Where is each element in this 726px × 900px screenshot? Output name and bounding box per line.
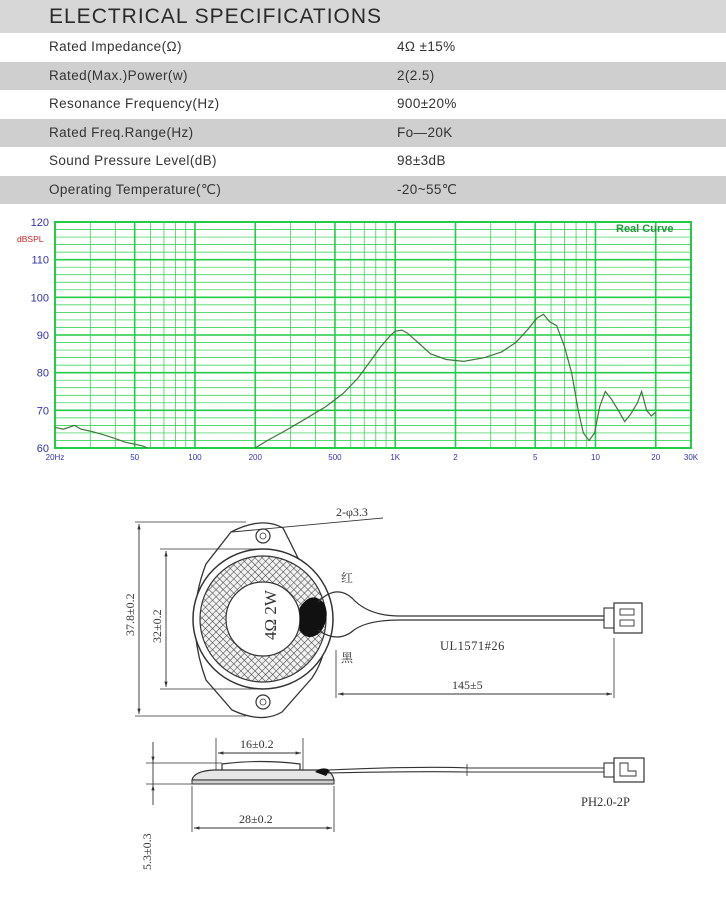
red-wire-label: 红 bbox=[341, 571, 354, 585]
x-tick-label: 50 bbox=[130, 453, 140, 462]
inner-height-label: 32±0.2 bbox=[150, 609, 164, 643]
x-tick-label: 200 bbox=[248, 453, 262, 462]
spec-value: 2(2.5) bbox=[397, 67, 435, 83]
x-tick-label: 5 bbox=[532, 453, 538, 462]
y-tick-label: 100 bbox=[30, 292, 49, 305]
spec-row bbox=[0, 176, 726, 205]
spec-row bbox=[0, 90, 726, 119]
mount-hole-bottom bbox=[256, 695, 270, 709]
y-unit-label: dBSPL bbox=[17, 234, 44, 244]
x-tick-label: 20 bbox=[651, 453, 661, 462]
connector-body bbox=[614, 603, 642, 633]
basket-rim bbox=[192, 780, 334, 784]
x-tick-label: 100 bbox=[188, 453, 202, 462]
mount-hole-top bbox=[256, 529, 270, 543]
cable-length-label: 145±5 bbox=[452, 678, 483, 692]
top-view bbox=[123, 505, 642, 718]
body-profile bbox=[192, 770, 334, 780]
cable-label: UL1571#26 bbox=[440, 639, 505, 653]
side-wire-1 bbox=[328, 767, 604, 770]
connector-label: PH2.0-2P bbox=[581, 795, 630, 809]
magnet-profile bbox=[222, 762, 300, 771]
y-tick-label: 120 bbox=[30, 217, 49, 229]
y-tick-label: 110 bbox=[31, 254, 49, 267]
outer-height-label: 37.8±0.2 bbox=[123, 593, 137, 636]
side-connector-body bbox=[614, 758, 644, 782]
body-width-label: 28±0.2 bbox=[239, 812, 273, 826]
black-wire-label: 黑 bbox=[341, 651, 354, 665]
spec-value: 900±20% bbox=[397, 96, 457, 111]
spec-row bbox=[0, 119, 726, 148]
x-tick-label: 10 bbox=[591, 453, 600, 462]
spec-value: 4Ω ±15% bbox=[397, 39, 456, 54]
wire-red bbox=[318, 592, 604, 616]
x-tick-label: 1K bbox=[390, 453, 401, 462]
x-tick-label: 20Hz bbox=[45, 453, 65, 462]
side-view bbox=[140, 737, 644, 870]
spec-value: -20~55℃ bbox=[397, 181, 458, 197]
y-tick-label: 80 bbox=[36, 367, 49, 380]
spec-row bbox=[0, 147, 726, 176]
side-connector-collar bbox=[604, 763, 614, 777]
spec-label: Sound Pressure Level(dB) bbox=[49, 153, 217, 168]
spec-label: Rated Freq.Range(Hz) bbox=[49, 124, 194, 140]
hole-label: 2-φ3.3 bbox=[336, 505, 368, 519]
spec-header bbox=[0, 0, 726, 33]
spec-value: 98±3dB bbox=[397, 153, 446, 168]
side-wire-2 bbox=[328, 772, 604, 773]
spec-value: Fo—20K bbox=[397, 124, 453, 140]
spec-label: Resonance Frequency(Hz) bbox=[49, 96, 220, 111]
spec-title: ELECTRICAL SPECIFICATIONS bbox=[49, 5, 383, 28]
mechanical-drawing bbox=[0, 480, 726, 900]
spec-label: Rated(Max.)Power(w) bbox=[49, 67, 188, 83]
frequency-response-chart bbox=[0, 212, 726, 472]
chart-legend: Real Curve bbox=[616, 223, 674, 235]
x-tick-label: 500 bbox=[328, 453, 342, 462]
spec-label: Operating Temperature(℃) bbox=[49, 181, 222, 197]
y-tick-label: 70 bbox=[36, 405, 49, 418]
wire-black bbox=[318, 620, 604, 637]
impedance-label: 4Ω 2W bbox=[261, 590, 280, 640]
magnet-width-label: 16±0.2 bbox=[240, 737, 274, 751]
spec-table bbox=[0, 33, 726, 204]
spec-label: Rated Impedance(Ω) bbox=[49, 39, 182, 54]
x-tick-label: 30K bbox=[683, 453, 699, 462]
connector-collar bbox=[604, 608, 614, 628]
x-tick-label: 2 bbox=[453, 453, 458, 462]
y-tick-label: 60 bbox=[36, 443, 49, 455]
spec-row bbox=[0, 33, 726, 62]
y-tick-label: 90 bbox=[36, 330, 49, 342]
spec-row bbox=[0, 62, 726, 91]
thickness-label: 5.3±0.3 bbox=[140, 833, 154, 870]
